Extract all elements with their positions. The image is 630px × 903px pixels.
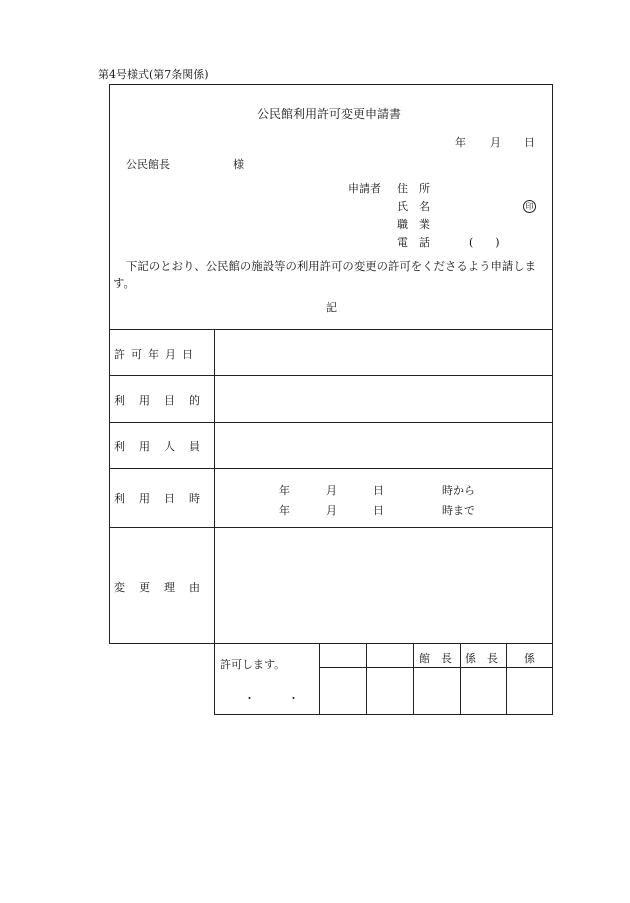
approval-col-4 — [460, 644, 461, 715]
datetime-until-year: 年 — [279, 504, 290, 517]
row-divider-2 — [109, 422, 553, 423]
applicant-label: 申請者 — [348, 182, 381, 195]
datetime-from-day: 日 — [373, 484, 384, 497]
approval-date-dots: ・ ・ — [244, 692, 299, 705]
table-top-line — [109, 329, 553, 330]
approval-col-1 — [319, 644, 320, 715]
row-divider-3 — [109, 468, 553, 469]
row-label-attendees: 利用人員 — [114, 440, 214, 453]
body-text-line1: 下記のとおり、公民館の施設等の利用許可の変更の許可をくださるよう申請しま — [126, 259, 537, 273]
datetime-from-month: 月 — [326, 484, 337, 497]
approval-text: 許可します。 — [220, 658, 286, 671]
approval-col-3 — [413, 644, 414, 715]
stamp-label-staff: 係 — [524, 652, 535, 665]
seal-mark — [523, 199, 536, 213]
label-column-divider — [214, 329, 215, 715]
row-divider-4 — [109, 527, 553, 528]
date-day: 日 — [524, 136, 535, 149]
approval-stamp-header-line — [319, 667, 553, 668]
applicant-address-label: 住 所 — [397, 182, 430, 195]
row-label-change-reason: 変更理由 — [114, 581, 214, 594]
applicant-name-label: 氏 名 — [397, 200, 430, 213]
datetime-from-hour: 時から — [442, 484, 475, 497]
applicant-phone-paren: ( ) — [469, 236, 500, 249]
form-number: 第4号様式(第7条関係) — [98, 68, 209, 81]
stamp-label-director: 館 長 — [419, 652, 452, 665]
body-text-line2: す。 — [113, 276, 135, 290]
approval-bottom-line — [214, 714, 553, 715]
date-year: 年 — [455, 136, 466, 149]
row-label-datetime: 利用日時 — [114, 492, 214, 505]
datetime-until-hour: 時まで — [442, 504, 475, 517]
date-month: 月 — [490, 136, 501, 149]
seal-mark-text: 印 — [523, 200, 536, 213]
row-divider-1 — [109, 375, 553, 376]
row-label-purpose: 利用目的 — [114, 394, 214, 407]
approval-col-5 — [506, 644, 507, 715]
addressee-honorific: 様 — [233, 158, 244, 171]
approval-col-2 — [366, 644, 367, 715]
form-frame — [109, 84, 553, 644]
datetime-from-year: 年 — [279, 484, 290, 497]
note-mark: 記 — [326, 301, 337, 314]
approval-right-edge — [552, 644, 553, 715]
applicant-phone-label: 電 話 — [397, 236, 430, 249]
datetime-until-month: 月 — [326, 504, 337, 517]
addressee-name: 公民館長 — [126, 158, 170, 171]
form-title: 公民館利用許可変更申請書 — [257, 107, 402, 121]
row-label-permit-date: 許可年月日 — [114, 348, 199, 361]
applicant-occupation-label: 職 業 — [397, 218, 430, 231]
datetime-until-day: 日 — [373, 504, 384, 517]
stamp-label-chief: 係 長 — [465, 652, 498, 665]
